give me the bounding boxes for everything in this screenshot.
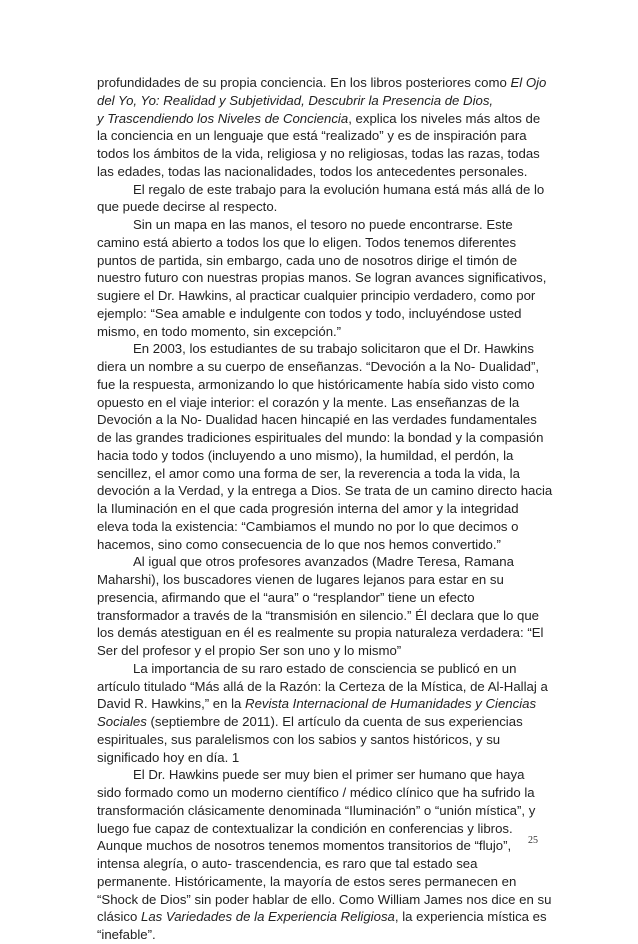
- text-run: opuesto en el viaje interior: el corazón y la mente. Las enseñanzas de la: [97, 394, 520, 410]
- text-line: [97, 181, 557, 199]
- text-line: [97, 553, 557, 571]
- italic-title: y Trascendiendo los Niveles de Conciencia: [97, 110, 349, 126]
- text-run: hacia todo y todos (incluyendo a uno mismo), la humildad, el perdón, la: [97, 447, 514, 463]
- text-run: Sin un mapa en las manos, el tesoro no puede encontrarse. Este: [133, 217, 513, 232]
- text-run: sencillez, el amor como una forma de ser, la reverencia a toda la vida, la: [97, 465, 520, 481]
- text-line: [97, 163, 557, 181]
- text-line: [97, 394, 557, 412]
- text-line: [97, 482, 557, 500]
- text-line: [97, 323, 557, 341]
- text-line: [97, 749, 557, 767]
- text-line: [97, 820, 557, 838]
- text-run: permanente. Históricamente, la mayoría de estos seres permanecen en: [97, 873, 517, 889]
- text-run: devoción a la Verdad, y la entrega a Dios. Se trata de un camino directo hacia: [97, 483, 553, 499]
- text-line: [97, 518, 557, 536]
- text-line: [97, 305, 557, 323]
- text-line: [97, 376, 557, 394]
- text-run: artículo titulado “Más allá de la Razón: la Certeza de la Mística, de Al-Hallaj a: [97, 678, 548, 694]
- text-run: “Shock de Dios” sin poder hablar de ello. Como William James nos dice en su: [97, 891, 552, 907]
- text-line: [97, 216, 557, 234]
- text-line: [97, 855, 557, 873]
- text-line: [97, 74, 557, 92]
- text-run: hacemos, sino como consecuencia de lo que nos hemos convertido.”: [97, 536, 501, 552]
- text-line: [97, 269, 557, 287]
- text-run: los demás atestiguan en él es realmente su propia naturaleza verdadera: “El: [97, 625, 544, 641]
- text-line: [97, 873, 557, 891]
- italic-title: Sociales: [97, 714, 147, 729]
- text-line: [97, 695, 557, 713]
- text-run: Aunque muchos de nosotros tenemos momentos transitorios de “flujo”,: [97, 838, 512, 854]
- text-run: , la experiencia mística es: [394, 909, 547, 925]
- text-run: transformador a través de la “transmisión en silencio.” Él declara que lo que: [97, 607, 540, 623]
- text-line: [97, 624, 557, 642]
- text-line: [97, 642, 557, 660]
- text-run: La importancia de su raro estado de consciencia se publicó en un: [133, 660, 517, 676]
- text-run: luego fue capaz de contextualizar la condición en conferencias y libros.: [97, 820, 513, 836]
- text-run: clásico: [97, 909, 141, 925]
- text-line: [97, 234, 557, 252]
- text-line: [97, 411, 557, 429]
- text-run: la Iluminación en el que cada progresión interna del amor y la integridad: [97, 501, 519, 516]
- text-line: [97, 92, 557, 110]
- text-run: Devoción a la No- Dualidad hacen hincapié en las verdades fundamentales: [97, 412, 537, 428]
- text-run: que puede decirse al respecto.: [97, 199, 278, 215]
- italic-title: El Ojo: [510, 75, 547, 90]
- text-line: [97, 358, 557, 376]
- text-line: [97, 252, 557, 270]
- text-run: significado hoy en día. 1: [97, 749, 240, 765]
- text-line: [97, 713, 557, 731]
- text-line: [97, 110, 557, 128]
- text-run: “inefable”.: [97, 927, 156, 942]
- text-line: [97, 731, 557, 749]
- text-run: mismo, en todo momento, sin excepción.”: [97, 323, 342, 339]
- text-run: todos los ámbitos de la vida, religiosa y no religiosas, todas las razas, todas: [97, 146, 540, 161]
- text-run: transformación clásicamente denominada “Iluminación” o “unión mística”, y: [97, 802, 536, 818]
- body-text: [97, 74, 557, 944]
- text-run: David R. Hawkins,” en la: [97, 696, 246, 712]
- text-line: [97, 536, 557, 554]
- text-line: [97, 837, 557, 855]
- text-line: [97, 429, 557, 447]
- text-line: [97, 678, 557, 696]
- text-run: Maharshi), los buscadores vienen de lugares lejanos para estar en su: [97, 572, 504, 587]
- text-line: [97, 660, 557, 678]
- text-run: Al igual que otros profesores avanzados (Madre Teresa, Ramana: [133, 554, 514, 570]
- text-run: sido formado como un moderno científico / médico clínico que ha sufrido la: [97, 785, 535, 800]
- text-run: de las grandes tradiciones espirituales del mundo: la bondad y la compasión: [97, 430, 544, 445]
- text-run: eleva toda la existencia: “Cambiamos el mundo no por lo que decimos o: [97, 518, 519, 534]
- text-run: intensa alegría, o auto- trascendencia, es raro que tal estado sea: [97, 856, 478, 871]
- text-line: [97, 500, 557, 518]
- text-run: nuestro futuro con nuestras propias manos. Se logran avances significativos,: [97, 270, 547, 286]
- text-line: [97, 802, 557, 820]
- text-line: [97, 571, 557, 589]
- italic-title: del Yo, Yo: Realidad y Subjetividad, Descubrir la Presencia de Dios,: [97, 92, 494, 108]
- text-run: presencia, afirmando que el “aura” o “resplandor” tiene un efecto: [97, 589, 475, 605]
- text-run: espirituales, sus paralelismos con los sabios y santos históricos, y su: [97, 731, 501, 747]
- text-line: [97, 340, 557, 358]
- text-run: El Dr. Hawkins puede ser muy bien el primer ser humano que haya: [133, 767, 525, 783]
- text-line: [97, 908, 557, 926]
- text-run: (septiembre de 2011). El artículo da cuenta de sus experiencias: [146, 714, 523, 729]
- text-run: , explica los niveles más altos de: [348, 110, 541, 126]
- page-number: 25: [528, 835, 538, 846]
- text-line: [97, 447, 557, 465]
- text-line: [97, 607, 557, 625]
- text-run: profundidades de su propia conciencia. En los libros posteriores como: [97, 75, 511, 90]
- text-run: camino está abierto a todos los que lo eligen. Todos tenemos diferentes: [97, 234, 517, 250]
- text-run: fue la respuesta, armonizando lo que históricamente había sido visto como: [97, 376, 535, 392]
- text-run: ejemplo: “Sea amable e indulgente con todos y todo, incluyéndose usted: [97, 305, 522, 321]
- text-run: diera un nombre a su cuerpo de enseñanzas. “Devoción a la No- Dualidad”,: [97, 359, 540, 374]
- text-run: sugiere el Dr. Hawkins, al practicar cualquier principio verdadero, como por: [97, 288, 536, 303]
- text-run: Ser del profesor y el propio Ser son uno y lo mismo”: [97, 643, 402, 658]
- text-run: las edades, todas las nacionalidades, todos los antecedentes personales.: [97, 163, 528, 179]
- text-line: [97, 589, 557, 607]
- text-run: El regalo de este trabajo para la evolución humana está más allá de lo: [133, 181, 545, 197]
- text-line: [97, 287, 557, 305]
- text-line: [97, 784, 557, 802]
- italic-title: Revista Internacional de Humanidades y Ciencias: [245, 696, 537, 712]
- text-line: [97, 198, 557, 216]
- text-line: [97, 926, 557, 944]
- text-run: puntos de partida, sin embargo, cada uno de nosotros dirige el timón de: [97, 252, 518, 268]
- text-run: la conciencia en un lenguaje que está “realizado” y es de inspiración para: [97, 128, 527, 144]
- text-line: [97, 891, 557, 909]
- text-run: En 2003, los estudiantes de su trabajo solicitaron que el Dr. Hawkins: [133, 341, 534, 357]
- italic-title: Las Variedades de la Experiencia Religiosa: [140, 909, 395, 925]
- text-line: [97, 766, 557, 784]
- text-line: [97, 145, 557, 163]
- text-line: [97, 465, 557, 483]
- text-line: [97, 127, 557, 145]
